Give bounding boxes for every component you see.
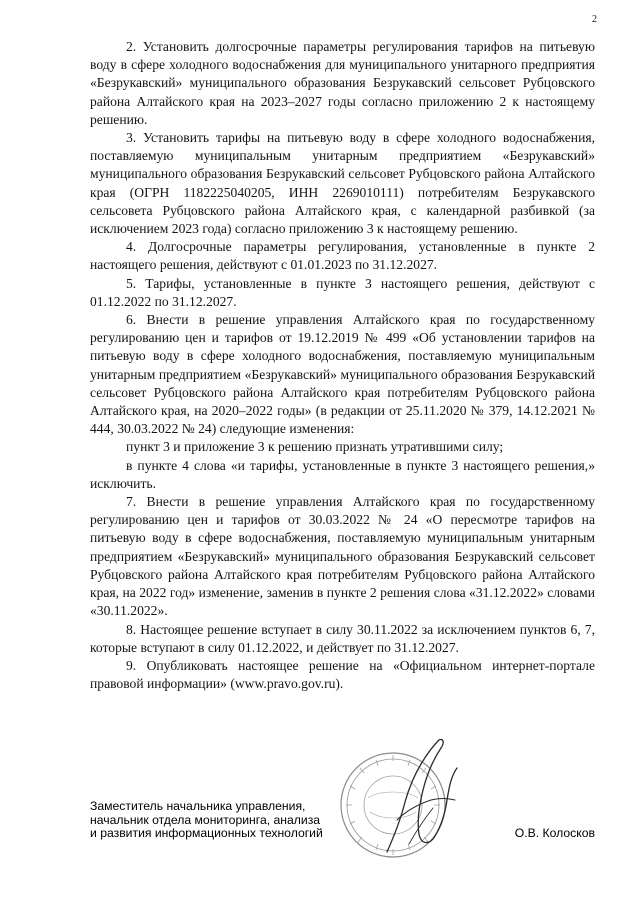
paragraph-item-2: 2. Установить долгосрочные параметры регулирования тарифов на питьевую воду в сфере холодного водоснабжения для муниципального унитарного предприятия «Безрукавский» муниципального образования Безрукавский сельсовет Рубцовского района Алтайского края на 2023–2027 годы согласно приложению 2 к настоящему решению. (90, 39, 595, 127)
signature-block (90, 800, 595, 880)
paragraph-item-4: 4. Долгосрочные параметры регулирования, установленные в пункте 2 настоящего решения, действуют с 01.01.2023 по 31.12.2027. (90, 239, 595, 273)
paragraph-item-3: 3. Установить тарифы на питьевую воду в сфере холодного водоснабжения, поставляемую муниципальным унитарным предприятием «Безрукавский» муниципального образования Безрукавский сельсовет Рубцовского района Алтайского края (ОГРН 1182225040205, ИНН 2269010111) потребителям Безрукавского сельсовета Рубцовского района Алтайского края, с календарной разбивкой (за исключением 2023 года) согласно приложению 3 к настоящему решению. (90, 130, 595, 237)
document-body (90, 38, 595, 693)
paragraph-item-6-sub-1: пункт 3 и приложение 3 к решению признать утратившими силу; (126, 439, 504, 455)
paragraph-item-5: 5. Тарифы, установленные в пункте 3 настоящего решения, действуют с 01.12.2022 по 31.12.2027. (90, 275, 595, 309)
paragraph-item-6: 6. Внести в решение управления Алтайского края по государственному регулированию цен и тарифов от 19.12.2019 № 499 «Об установлении тарифов на питьевую воду в сфере холодного водоснабжения, поставляемую муниципальным унитарным предприятием «Безрукавский» муниципального образования Безрукавский сельсовет Рубцовского района Алтайского края потребителям Рубцовского района Алтайского края, на 2020–2022 годы» (в редакции от 25.11.2020 № 379, 14.12.2021 № 444, 30.03.2022 № 24) следующие изменения: (90, 312, 595, 437)
paragraph-item-9: 9. Опубликовать настоящее решение на «Официальном интернет-портале правовой информации» (www.pravo.gov.ru). (90, 657, 595, 692)
signer-name: О.В. Колосков (514, 826, 595, 840)
paragraph-item-7: 7. Внести в решение управления Алтайского края по государственному регулированию цен и тарифов от 30.03.2022 № 24 «О пересмотре тарифов на питьевую воду в сфере водоснабжения, поставляемую муниципальным унитарным предприятием «Безрукавский» муниципального образования Безрукавский сельсовет Рубцовского района Алтайского края потребителям Рубцовского района Алтайского края, на 2022 год» изменение, заменив в пункте 2 решения слова «31.12.2022» словами «30.11.2022». (90, 494, 595, 619)
handwritten-signature-icon (373, 734, 465, 862)
page-number: 2 (592, 14, 597, 25)
signer-position: Заместитель начальника управления, начальник отдела мониторинга, анализа и развития информационных технологий (90, 799, 323, 841)
paragraph-item-6-sub-2: в пункте 4 слова «и тарифы, установленные в пункте 3 настоящего решения,» исключить. (90, 457, 595, 491)
paragraph-item-8: 8. Настоящее решение вступает в силу 30.11.2022 за исключением пунктов 6, 7, которые вступают в силу 01.12.2022, и действует по 31.12.2027. (90, 621, 595, 655)
